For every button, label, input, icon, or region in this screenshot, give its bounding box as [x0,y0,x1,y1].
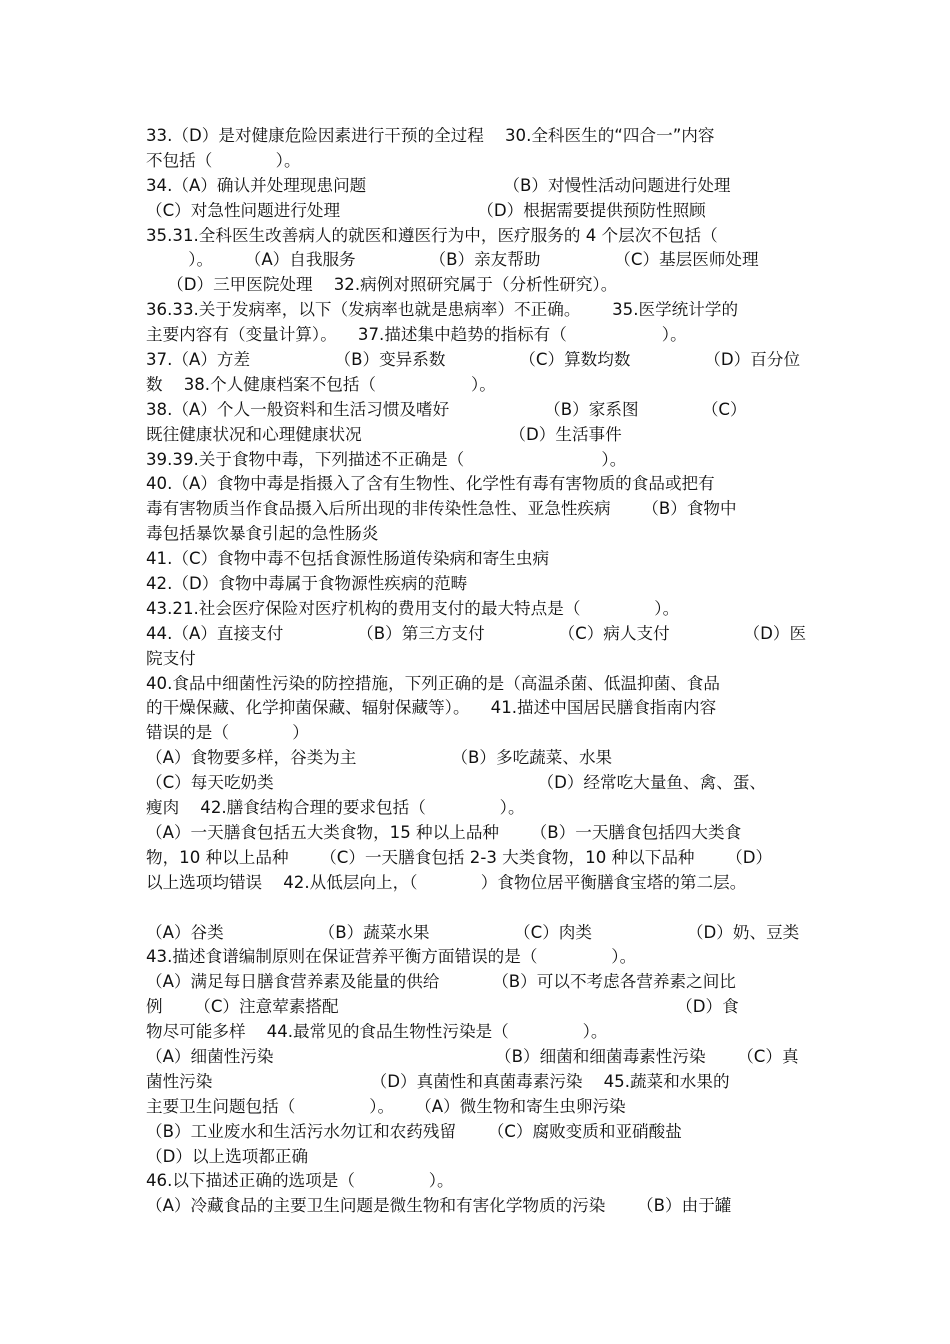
text-line: 不包括（ ）。 [146,150,301,170]
text-line: （A）细菌性污染 （B）细菌和细菌毒素性污染 （C）真 [146,1046,799,1066]
text-line: 以上选项均错误 42.从低层向上，（ ）食物位居平衡膳食宝塔的第二层。 [146,872,747,892]
text-line: 34.（A）确认并处理现患问题 （B）对慢性活动问题进行处理 [146,175,731,195]
text-line: 39.39.关于食物中毒，下列描述不正确是（ ）。 [146,449,627,469]
text-line: 44.（A）直接支付 （B）第三方支付 （C）病人支付 （D）医 [146,623,807,643]
text-line: （C）对急性问题进行处理 （D）根据需要提供预防性照顾 [146,200,706,220]
blank-line [146,896,816,921]
text-line: 主要内容有（变量计算）。 37.描述集中趋势的指标有（ ）。 [146,325,687,345]
text-line: 院支付 [146,648,196,668]
text-line: 41.（C）食物中毒不包括食源性肠道传染病和寄生虫病 [146,549,550,569]
text-line: 的干燥保藏、化学抑菌保藏、辐射保藏等）。 41.描述中国居民膳食指南内容 [146,698,717,718]
text-line: 40.（A）食物中毒是指摄入了含有生物性、化学性有毒有害物质的食品或把有 [146,474,715,494]
text-line: ）。 （A）自我服务 （B）亲友帮助 （C）基层医师处理 [146,250,759,270]
text-line: 36.33.关于发病率，以下（发病率也就是患病率）不正确。 35.医学统计学的 [146,300,739,320]
text-line: 瘦肉 42.膳食结构合理的要求包括（ ）。 [146,798,525,818]
text-line: 物尽可能多样 44.最常见的食品生物性污染是（ ）。 [146,1022,608,1042]
text-line: （C）每天吃奶类 （D）经常吃大量鱼、禽、蛋、 [146,773,766,793]
text-line: 毒有害物质当作食品摄入后所出现的非传染性急性、亚急性疾病 （B）食物中 [146,499,737,519]
text-line: 菌性污染 （D）真菌性和真菌毒素污染 45.蔬菜和水果的 [146,1071,730,1091]
text-line: （A）一天膳食包括五大类食物，15 种以上品种 （B）一天膳食包括四大类食 [146,822,742,842]
text-line: 42.（D）食物中毒属于食物源性疾病的范畴 [146,574,468,594]
text-line: 物，10 种以上品种 （C）一天膳食包括 2-3 大类食物，10 种以下品种 （D） [146,847,773,867]
text-line: 数 38.个人健康档案不包括（ ）。 [146,374,496,394]
text-line: （A）满足每日膳食营养素及能量的供给 （B）可以不考虑各营养素之间比 [146,972,736,992]
text-line: （D）三甲医院处理 32.病例对照研究属于（分析性研究）。 [146,275,618,295]
document-page [146,124,816,1219]
text-line: 主要卫生问题包括（ ）。 （A）微生物和寄生虫卵污染 [146,1096,626,1116]
text-line: （A）食物要多样，谷类为主 （B）多吃蔬菜、水果 [146,748,613,768]
text-line: （D）以上选项都正确 [146,1146,309,1166]
text-line: 33.（D）是对健康危险因素进行干预的全过程 30.全科医生的“四合一”内容 [146,126,715,145]
text-line: 毒包括暴饮暴食引起的急性肠炎 [146,524,379,544]
text-line: 38.（A）个人一般资料和生活习惯及嗜好 （B）家系图 （C） [146,399,747,419]
text-line: （A）冷藏食品的主要卫生问题是微生物和有害化学物质的污染 （B）由于罐 [146,1196,732,1216]
text-line: 40.食品中细菌性污染的防控措施，下列正确的是（高温杀菌、低温抑菌、食品 [146,673,720,693]
text-line: （A）谷类 （B）蔬菜水果 （C）肉类 （D）奶、豆类 [146,922,800,942]
text-line: 46.以下描述正确的选项是（ ）。 [146,1171,454,1191]
text-line: 43.21.社会医疗保险对医疗机构的费用支付的最大特点是（ ）。 [146,598,680,618]
text-line: 43.描述食谱编制原则在保证营养平衡方面错误的是（ ）。 [146,947,637,967]
text-line: （B）工业废水和生活污水勿讧和农药残留 （C）腐败变质和亚硝酸盐 [146,1121,682,1141]
text-line: 错误的是（ ） [146,723,309,743]
text-line: 例 （C）注意荤素搭配 （D）食 [146,997,739,1017]
text-line: 既往健康状况和心理健康状况 （D）生活事件 [146,424,622,444]
text-line: 37.（A）方差 （B）变异系数 （C）算数均数 （D）百分位 [146,350,801,370]
text-line: 35.31.全科医生改善病人的就医和遵医行为中，医疗服务的 4 个层次不包括（ [146,225,718,245]
